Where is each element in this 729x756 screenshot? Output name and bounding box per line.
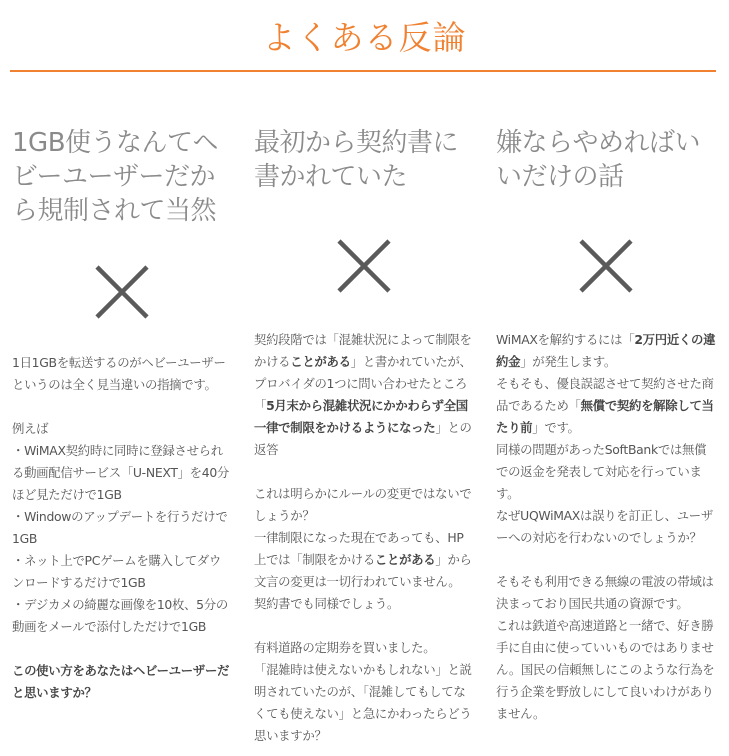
text-run: そもそも、優良誤認させて契約させた商品であるため「 — [496, 376, 714, 413]
bold-text: ことがある — [374, 552, 436, 567]
bold-text: 2万円近くの違約金 — [496, 332, 716, 369]
rebuttal-column-heavy-user — [12, 126, 232, 704]
bold-question: この使い方をあなたはヘビーユーザーだと思いますか？ — [12, 663, 230, 700]
paragraph — [254, 329, 474, 461]
paragraph: これは鉄道や高速道路と一緒で、好き勝手に自由に使っていいものではありません。国民の信頼無しにこのような行為を行う企業を野放しにして良いわけがありません。 — [496, 618, 715, 721]
paragraph: 例えば — [12, 421, 49, 436]
paragraph: そもそも利用できる無線の電波の帯域は決まっており国民共通の資源です。 — [496, 574, 714, 611]
paragraph: 「混雑時は使えないかもしれない」と説明されていたのが、「混雑してもしてなくても使えない」と急にかわったらどう思いますか？ — [254, 662, 472, 743]
paragraph — [496, 329, 716, 373]
bold-text: 5月末から混雑状況にかかわらず全国一律で制限をかけるようになった — [254, 398, 468, 435]
paragraph: 同様の問題があったSoftBankでは無償での返金を発表して対応を行っています。 — [496, 442, 707, 501]
list-item: ・デジカメの綺麗な画像を10枚、5分の動画をメールで添付しただけで1GB — [12, 597, 228, 634]
text-run: 」です。 — [532, 420, 580, 435]
column-heading: 嫌ならやめればいいだけの話 — [496, 128, 701, 192]
list-item: ・ネット上でPCゲームを購入してダウンロードするだけで1GB — [12, 553, 221, 590]
paragraph — [254, 527, 474, 593]
text-run: 」との返答 — [254, 420, 472, 457]
column-body — [12, 352, 232, 704]
list-item: ・Windowのアップデートを行うだけで1GB — [12, 509, 228, 546]
bold-text: 無償で契約を解除して当たり前 — [496, 398, 714, 435]
column-heading: 最初から契約書に書かれていた — [254, 128, 459, 192]
paragraph: 契約書でも同様でしょう。 — [254, 596, 400, 611]
list-item: ・WiMAX契約時に同時に登録させられる動画配信サービス「U-NEXT」を40分ほど見ただけで1GB — [12, 443, 230, 502]
rebuttal-column-cancel — [496, 126, 716, 725]
paragraph: これは明らかにルールの変更ではないでしょうか？ — [254, 486, 472, 523]
text-run: 一律制限になった現在であっても、HP上では「制限をかける — [254, 530, 464, 567]
paragraph: 有料道路の定期券を買いました。 — [254, 640, 436, 655]
cross-icon — [578, 238, 634, 294]
rebuttal-column-contract — [254, 126, 474, 747]
column-heading: 1GB使うなんてヘビーユーザーだから規制されて当然 — [12, 128, 219, 226]
column-body — [254, 329, 474, 747]
paragraph — [496, 373, 716, 439]
text-run: 契約段階では「混雑状況によって制限をかける — [254, 332, 472, 369]
column-body — [496, 329, 716, 725]
cross-icon — [94, 264, 150, 320]
page-title: よくある反論 — [262, 18, 467, 57]
text-run: 」が発生します。 — [520, 354, 616, 369]
title-divider — [10, 70, 716, 72]
paragraph: 1日1GBを転送するのがヘビーユーザーというのは全く見当違いの指摘です。 — [12, 355, 226, 392]
text-run: 」から文言の変更は一切行われていません。 — [254, 552, 472, 589]
paragraph: なぜUQWiMAXは誤りを訂正し、ユーザーへの対応を行わないのでしょうか？ — [496, 508, 713, 545]
paragraph — [12, 660, 232, 704]
bold-text: ことがある — [290, 354, 351, 369]
text-run: 」と書かれていたが、プロバイダの1つに問い合わせたところ「 — [254, 354, 472, 413]
text-run: WiMAXを解約するには「 — [496, 332, 635, 347]
cross-icon — [336, 238, 392, 294]
